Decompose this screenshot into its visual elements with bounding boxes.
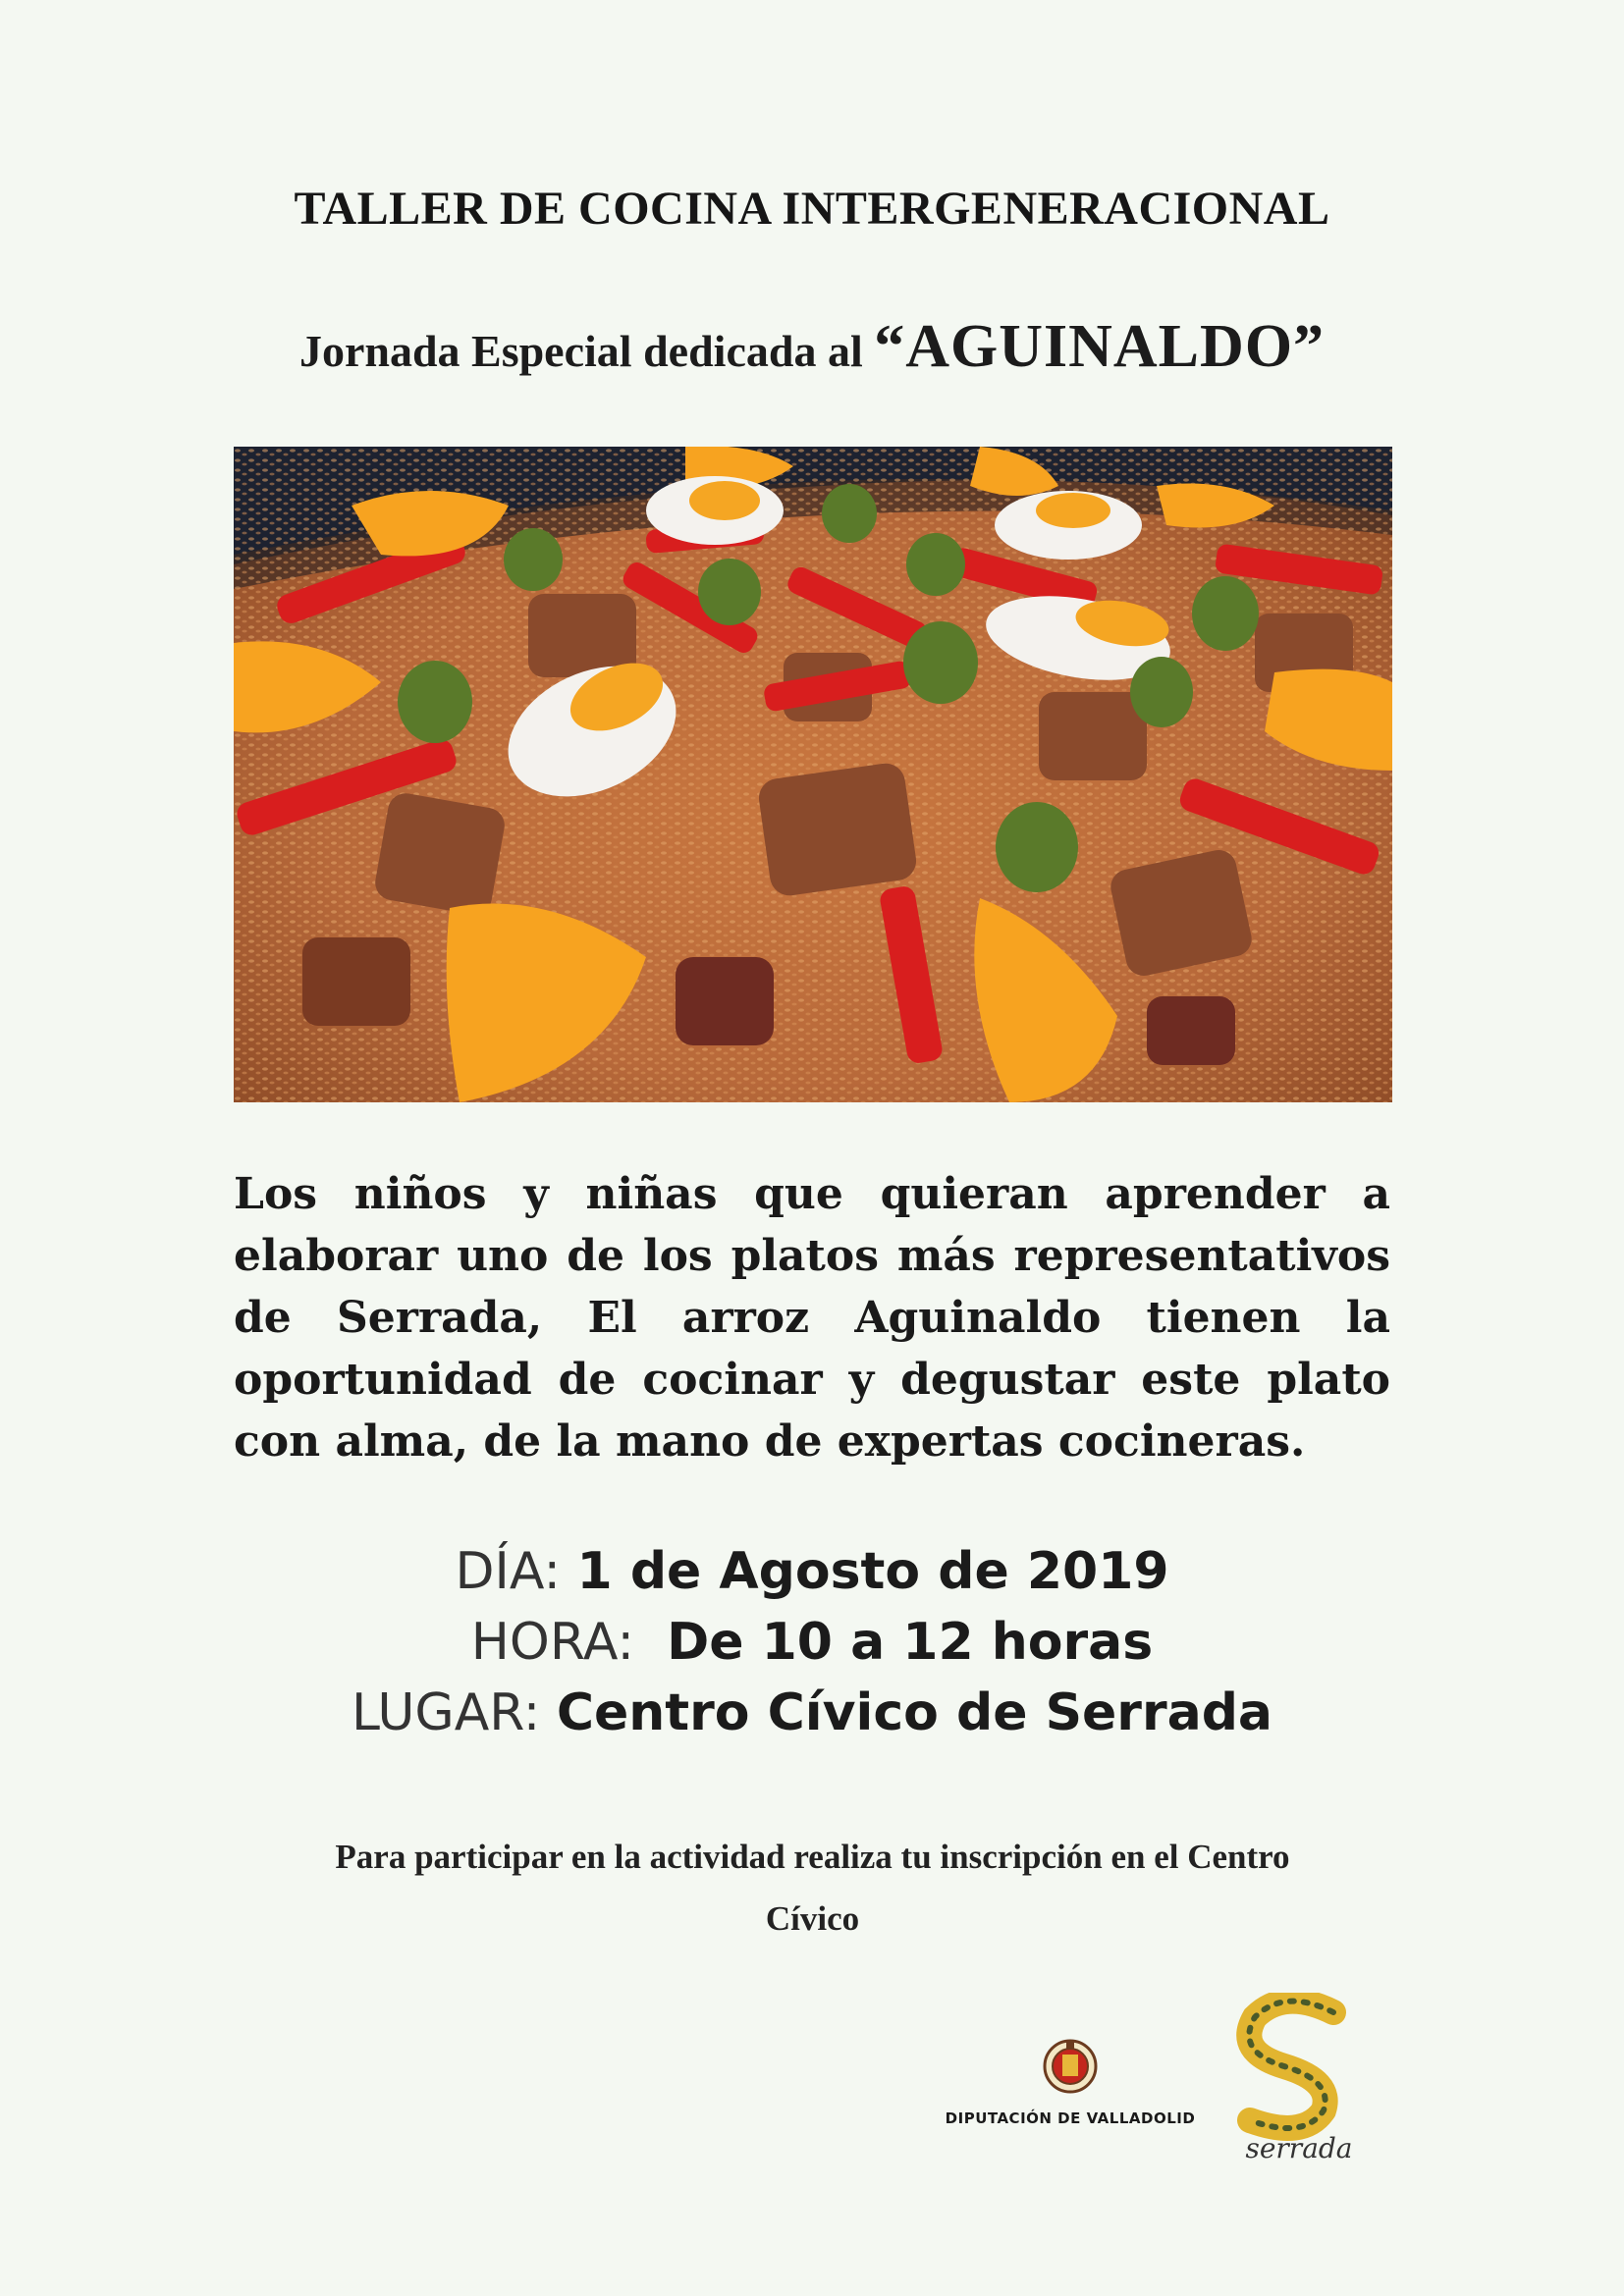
registration-note-line: Cívico (765, 1899, 860, 1938)
place-row (0, 1678, 1624, 1748)
rice-dish-illustration (234, 447, 1392, 1102)
serrada-logo-icon (1225, 1993, 1373, 2164)
serrada-logo (1225, 1993, 1373, 2164)
subtitle-highlight: “AGUINALDO” (874, 313, 1326, 380)
day-label: DÍA: (455, 1542, 577, 1601)
event-details (0, 1536, 1624, 1748)
diputacion-logo (943, 2037, 1198, 2145)
crest-icon (1041, 2037, 1100, 2102)
description-line: elaborar uno de los platos más representativos (234, 1231, 1390, 1281)
description-line: con alma, de la mano de expertas cocineras. (234, 1416, 1306, 1467)
flyer-subtitle (0, 312, 1624, 382)
subtitle-prefix: Jornada Especial dedicada al (298, 326, 875, 376)
registration-note (236, 1826, 1389, 1949)
time-row (0, 1607, 1624, 1678)
description-line: de Serrada, El arroz Aguinaldo tienen la (234, 1293, 1390, 1343)
description-line: oportunidad de cocinar y degustar este plato (234, 1355, 1390, 1405)
place-value: Centro Cívico de Serrada (556, 1683, 1273, 1742)
description-line: Los niños y niñas que quieran aprender a (234, 1169, 1390, 1219)
flyer-title: TALLER DE COCINA INTERGENERACIONAL (294, 183, 1330, 235)
day-value: 1 de Agosto de 2019 (576, 1542, 1169, 1601)
registration-note-line: Para participar en la actividad realiza tu inscripción en el Centro (335, 1838, 1290, 1876)
time-value: De 10 a 12 horas (667, 1613, 1154, 1672)
day-row (0, 1536, 1624, 1607)
place-label: LUGAR: (351, 1683, 557, 1742)
diputacion-text: DIPUTACIÓN DE VALLADOLID (945, 2109, 1196, 2127)
time-label: HORA: (470, 1613, 668, 1672)
serrada-text: serrada (1245, 2132, 1353, 2164)
description-paragraph (234, 1163, 1390, 1472)
dish-photo (234, 447, 1392, 1102)
